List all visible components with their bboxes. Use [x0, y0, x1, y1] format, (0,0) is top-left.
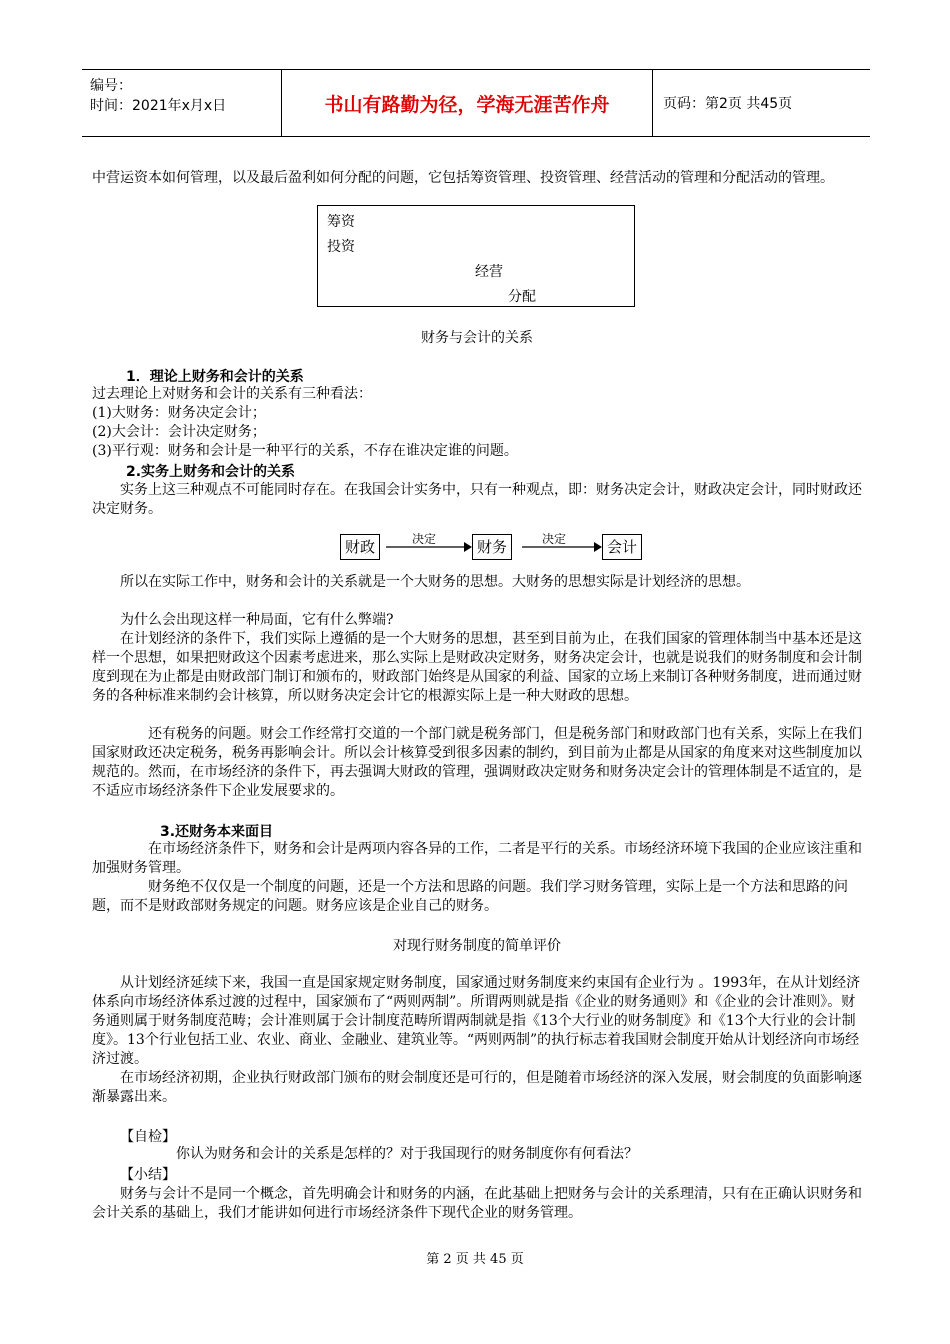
summary-label: 【小结】 [120, 1167, 176, 1183]
flow-edge-label-2: 决定 [542, 532, 567, 546]
box-item-distribution: 分配 [508, 289, 536, 305]
page-footer: 第 2 页 共 45 页 [426, 1252, 524, 1267]
document-time-label: 时间：2021年x月x日 [90, 98, 227, 114]
box-item-investing: 投资 [327, 239, 355, 255]
section-title-evaluation: 对现行财务制度的简单评价 [393, 938, 561, 954]
flow-node-accounting: 会计 [602, 534, 642, 560]
heading-theory: 1．理论上财务和会计的关系 [126, 369, 304, 385]
paragraph-market: 在市场经济条件下，财务和会计是两项内容各异的工作，二者是平行的关系。市场经济环境下我国的企业应该注重和加强财务管理。 [92, 841, 862, 876]
heading-restore: 3.还财务本来面目 [160, 824, 274, 840]
activity-box [317, 205, 635, 307]
paragraph-method: 财务绝不仅仅是一个制度的问题，还是一个方法和思路的问题。我们学习财务管理，实际上是一个方法和思路的问题，而不是财政部财务规定的问题。财务应该是企业自己的财务。 [92, 879, 848, 914]
box-item-operating: 经营 [475, 264, 503, 280]
self-check-label: 【自检】 [120, 1129, 176, 1145]
flow-diagram [340, 530, 650, 564]
section-title-relationship: 财务与会计的关系 [421, 330, 533, 346]
header-page-label: 页码：第2页 共45页 [663, 96, 793, 112]
paragraph-big-finance: 所以在实际工作中，财务和会计的关系就是一个大财务的思想。大财务的思想实际是计划经济的思想。 [120, 574, 750, 590]
list-item-big-accounting: (2)大会计：会计决定财务； [92, 424, 266, 440]
list-item-big-finance: (1)大财务：财务决定会计； [92, 405, 266, 421]
self-check-question: 你认为财务和会计的关系是怎样的？对于我国现行的财务制度你有何看法？ [176, 1146, 638, 1162]
paragraph-why: 为什么会出现这样一种局面，它有什么弊端? [120, 612, 394, 628]
paragraph-planned-economy: 在计划经济的条件下，我们实际上遵循的是一个大财务的思想，甚至到目前为止，在我们国家的管理体制当中基本还是这样一个思想，如果把财政这个因素考虑进来，那么实际上是财政决定财务，财务决定会计，也就是说我们的财务制度和会计制度到现在为止都是由财政部门制订和颁布的，财政部门始终是从国家的利益、国家的立场上来制订各种财务制度，进而通过财务的各种标准来制约会计核算，所以财务决定会计它的根源实际上是一种大财政的思想。 [92, 631, 862, 704]
list-item-parallel: (3)平行观：财务和会计是一种平行的关系，不存在谁决定谁的问题。 [92, 443, 518, 459]
header-meta [82, 70, 282, 136]
paragraph-practice: 实务上这三种观点不可能同时存在。在我国会计实务中，只有一种观点，即：财务决定会计，财政决定会计，同时财政还决定财务。 [92, 482, 862, 517]
heading-practice: 2.实务上财务和会计的关系 [126, 464, 296, 480]
summary-paragraph: 财务与会计不是同一个概念，首先明确会计和财务的内涵，在此基础上把财务与会计的关系理清，只有在正确认识财务和会计关系的基础上，我们才能讲如何进行市场经济条件下现代企业的财务管理。 [92, 1186, 862, 1221]
page-header [82, 69, 870, 137]
paragraph-early-market: 在市场经济初期，企业执行财政部门颁布的财会制度还是可行的，但是随着市场经济的深入发展，财会制度的负面影响逐渐暴露出来。 [92, 1070, 862, 1105]
intro-paragraph: 中营运资本如何管理，以及最后盈利如何分配的问题，它包括筹资管理、投资管理、经营活动的管理和分配活动的管理。 [92, 170, 834, 186]
box-item-financing: 筹资 [327, 214, 355, 230]
flow-edge-label-1: 决定 [412, 532, 437, 546]
flow-node-finance: 财务 [472, 534, 512, 560]
paragraph-tax: 还有税务的问题。财会工作经常打交道的一个部门就是税务部门，但是税务部门和财政部门也有关系，实际上在我们国家财政还决定税务，税务再影响会计。所以会计核算受到很多因素的制约，到目前为止都是从国家的角度来对这些制度加以规范的。然而，在市场经济的条件下，再去强调大财政的管理，强调财政决定财务和财务决定会计的管理体制是不适宜的，是不适应市场经济条件下企业发展要求的。 [92, 726, 862, 799]
header-motto: 书山有路勤为径，学海无涯苦作舟 [282, 70, 653, 136]
list-intro: 过去理论上对财务和会计的关系有三种看法： [92, 386, 372, 402]
paragraph-history: 从计划经济延续下来，我国一直是国家规定财务制度，国家通过财务制度来约束国有企业行为 。1993年，在从计划经济体系向市场经济体系过渡的过程中，国家颁布了“两则两制”。所谓两则就是指《企业的财务通则》和《企业的会计准则》。财务通则属于财务制度范畴；会计准则属于会计制度范畴所谓两制就是指《13个大行业的财务制度》和《13个大行业的会计制度》。13个行业包括工业、农业、商业、金融业、建筑业等。“两则两制”的执行标志着我国财会制度开始从计划经济向市场经济过渡。 [92, 975, 861, 1067]
document-number-label: 编号： [90, 78, 132, 94]
flow-node-fiscal: 财政 [340, 534, 380, 560]
